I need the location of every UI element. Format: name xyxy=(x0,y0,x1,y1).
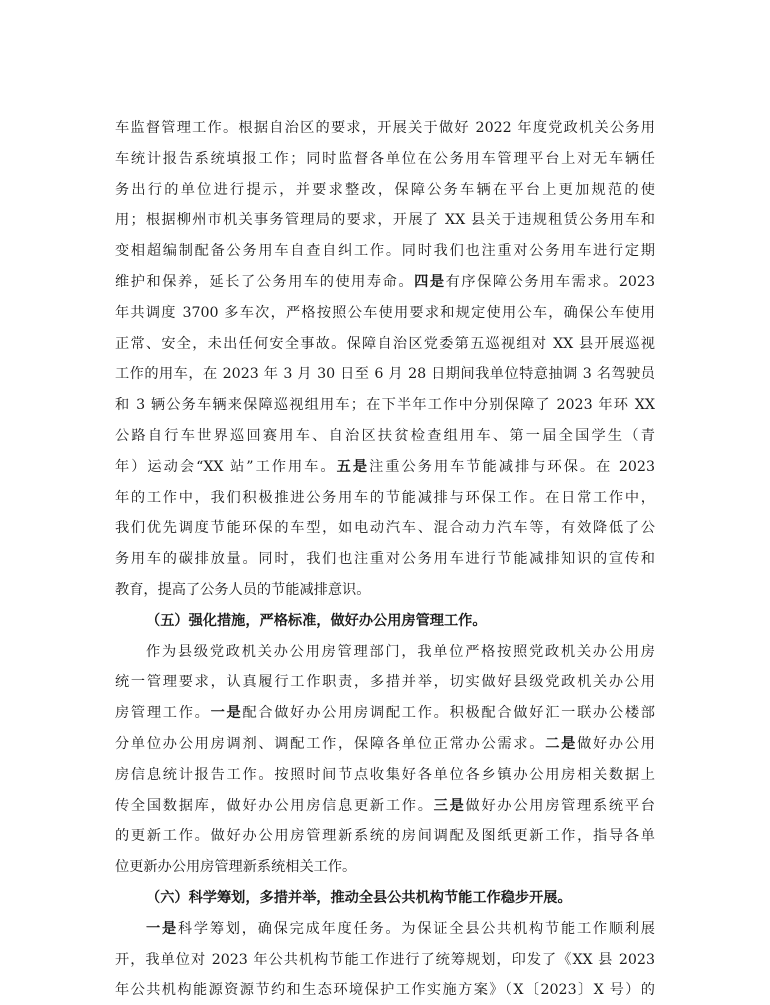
bold-text: 五是 xyxy=(336,458,370,475)
text-line xyxy=(115,760,655,790)
text-run: 注重公务用车节能减排与环保。在 2023 xyxy=(369,458,655,475)
text-line xyxy=(115,144,655,174)
text-line xyxy=(115,421,655,451)
text-line xyxy=(146,883,655,913)
text-line xyxy=(146,606,655,636)
text-line xyxy=(115,729,655,759)
text-line xyxy=(115,452,655,482)
text-line xyxy=(115,359,655,389)
text-run: 用；根据柳州市机关事务管理局的要求，开展了 XX 县关于违规租赁公务用车和 xyxy=(115,212,655,229)
text-run: 的更新工作。做好办公用房管理新系统的房间调配及图纸更新工作，指导各单 xyxy=(115,828,655,845)
text-run: 公路自行车世界巡回赛用车、自治区扶贫检查组用车、第一届全国学生（青 xyxy=(115,428,655,444)
text-line xyxy=(115,544,655,574)
text-run: 教育，提高了公务人员的节能减排意识。 xyxy=(115,582,371,598)
text-line xyxy=(115,205,655,235)
text-run: 年公共机构能源资源节约和生态环境保护工作实施方案》（X〔2023〕X 号）的 xyxy=(115,982,655,999)
text-line xyxy=(115,236,655,266)
bold-text: 二是 xyxy=(545,736,578,752)
text-run: 配合做好办公用房调配工作。积极配合做好汇一联办公楼部 xyxy=(242,705,655,722)
text-line xyxy=(115,175,655,205)
text-run: 开，我单位对 2023 年公共机构节能工作进行了统筹规划，印发了《XX 县 2023 xyxy=(115,951,655,968)
text-line xyxy=(115,329,655,359)
text-line xyxy=(115,390,655,420)
bold-text: 一是 xyxy=(146,920,178,937)
text-line xyxy=(115,791,655,821)
bold-text: （五）强化措施，严格标准，做好办公用房管理工作。 xyxy=(146,612,487,629)
text-line xyxy=(115,267,655,297)
text-line xyxy=(115,575,655,605)
text-line xyxy=(115,698,655,728)
text-run: 科学筹划，确保完成年度任务。为保证全县公共机构节能工作顺利展 xyxy=(177,920,655,937)
text-run: 做好办公用房管理系统平台 xyxy=(465,797,655,814)
text-run: 年）运动会“XX 站”工作用车。 xyxy=(115,458,337,475)
text-run: 变相超编制配备公务用车自查自纠工作。同时我们也注重对公务用车进行定期 xyxy=(115,243,655,260)
text-run: 工作的用车，在 2023 年 3 月 30 日至 6 月 28 日期间我单位特意抽调 3 名驾驶员 xyxy=(115,366,655,383)
text-line xyxy=(115,513,655,543)
text-line xyxy=(146,637,655,667)
text-line xyxy=(115,298,655,328)
text-line xyxy=(115,113,655,143)
text-run: 年共调度 3700 多车次，严格按照公车使用要求和规定使用公车，确保公车使用 xyxy=(115,304,655,321)
text-run: 有序保障公务用车需求。2023 xyxy=(445,274,655,290)
text-run: 传全国数据库，做好办公用房信息更新工作。 xyxy=(115,797,434,814)
bold-text: 一是 xyxy=(210,705,243,722)
text-line xyxy=(115,821,655,851)
text-run: 房信息统计报告工作。按照时间节点收集好各单位各乡镇办公用房相关数据上 xyxy=(115,766,655,783)
text-line xyxy=(115,945,655,975)
text-run: 车统计报告系统填报工作；同时监督各单位在公务用车管理平台上对无车辆任 xyxy=(115,150,655,167)
text-line xyxy=(115,667,655,697)
text-run: 车监督管理工作。根据自治区的要求，开展关于做好 2022 年度党政机关公务用 xyxy=(115,120,655,136)
text-run: 统一管理要求，认真履行工作职责，多措并举，切实做好县级党政机关办公用 xyxy=(115,674,655,691)
text-run: 房管理工作。 xyxy=(115,705,211,722)
text-line xyxy=(115,483,655,513)
bold-text: （六）科学筹划，多措并举，推动全县公共机构节能工作稳步开展。 xyxy=(146,890,572,906)
bold-text: 三是 xyxy=(433,797,466,814)
text-run: 和 3 辆公务车辆来保障巡视组用车；在下半年工作中分别保障了 2023 年环 XX xyxy=(115,397,655,414)
text-line xyxy=(146,914,655,944)
text-run: 做好办公用 xyxy=(577,736,655,752)
text-run: 作为县级党政机关办公用房管理部门，我单位严格按照党政机关办公用房 xyxy=(146,643,655,660)
text-line xyxy=(115,975,655,1005)
bold-text: 四是 xyxy=(414,274,446,290)
text-run: 位更新办公用房管理新系统相关工作。 xyxy=(115,859,357,876)
text-run: 正常、安全，未出任何安全事故。保障自治区党委第五巡视组对 XX 县开展巡视 xyxy=(115,335,655,352)
text-run: 我们优先调度节能环保的车型，如电动汽车、混合动力汽车等，有效降低了公 xyxy=(115,520,655,537)
text-run: 年的工作中，我们积极推进公务用车的节能减排与环保工作。在日常工作中， xyxy=(115,489,655,506)
text-run: 务出行的单位进行提示，并要求整改，保障公务车辆在平台上更加规范的使 xyxy=(115,181,655,198)
text-run: 维护和保养，延长了公务用车的使用寿命。 xyxy=(115,274,415,290)
text-line xyxy=(115,852,655,882)
text-run: 务用车的碳排放量。同时，我们也注重对公务用车进行节能减排知识的宣传和 xyxy=(115,551,655,568)
text-run: 分单位办公用房调剂、调配工作，保障各单位正常办公需求。 xyxy=(115,736,546,752)
